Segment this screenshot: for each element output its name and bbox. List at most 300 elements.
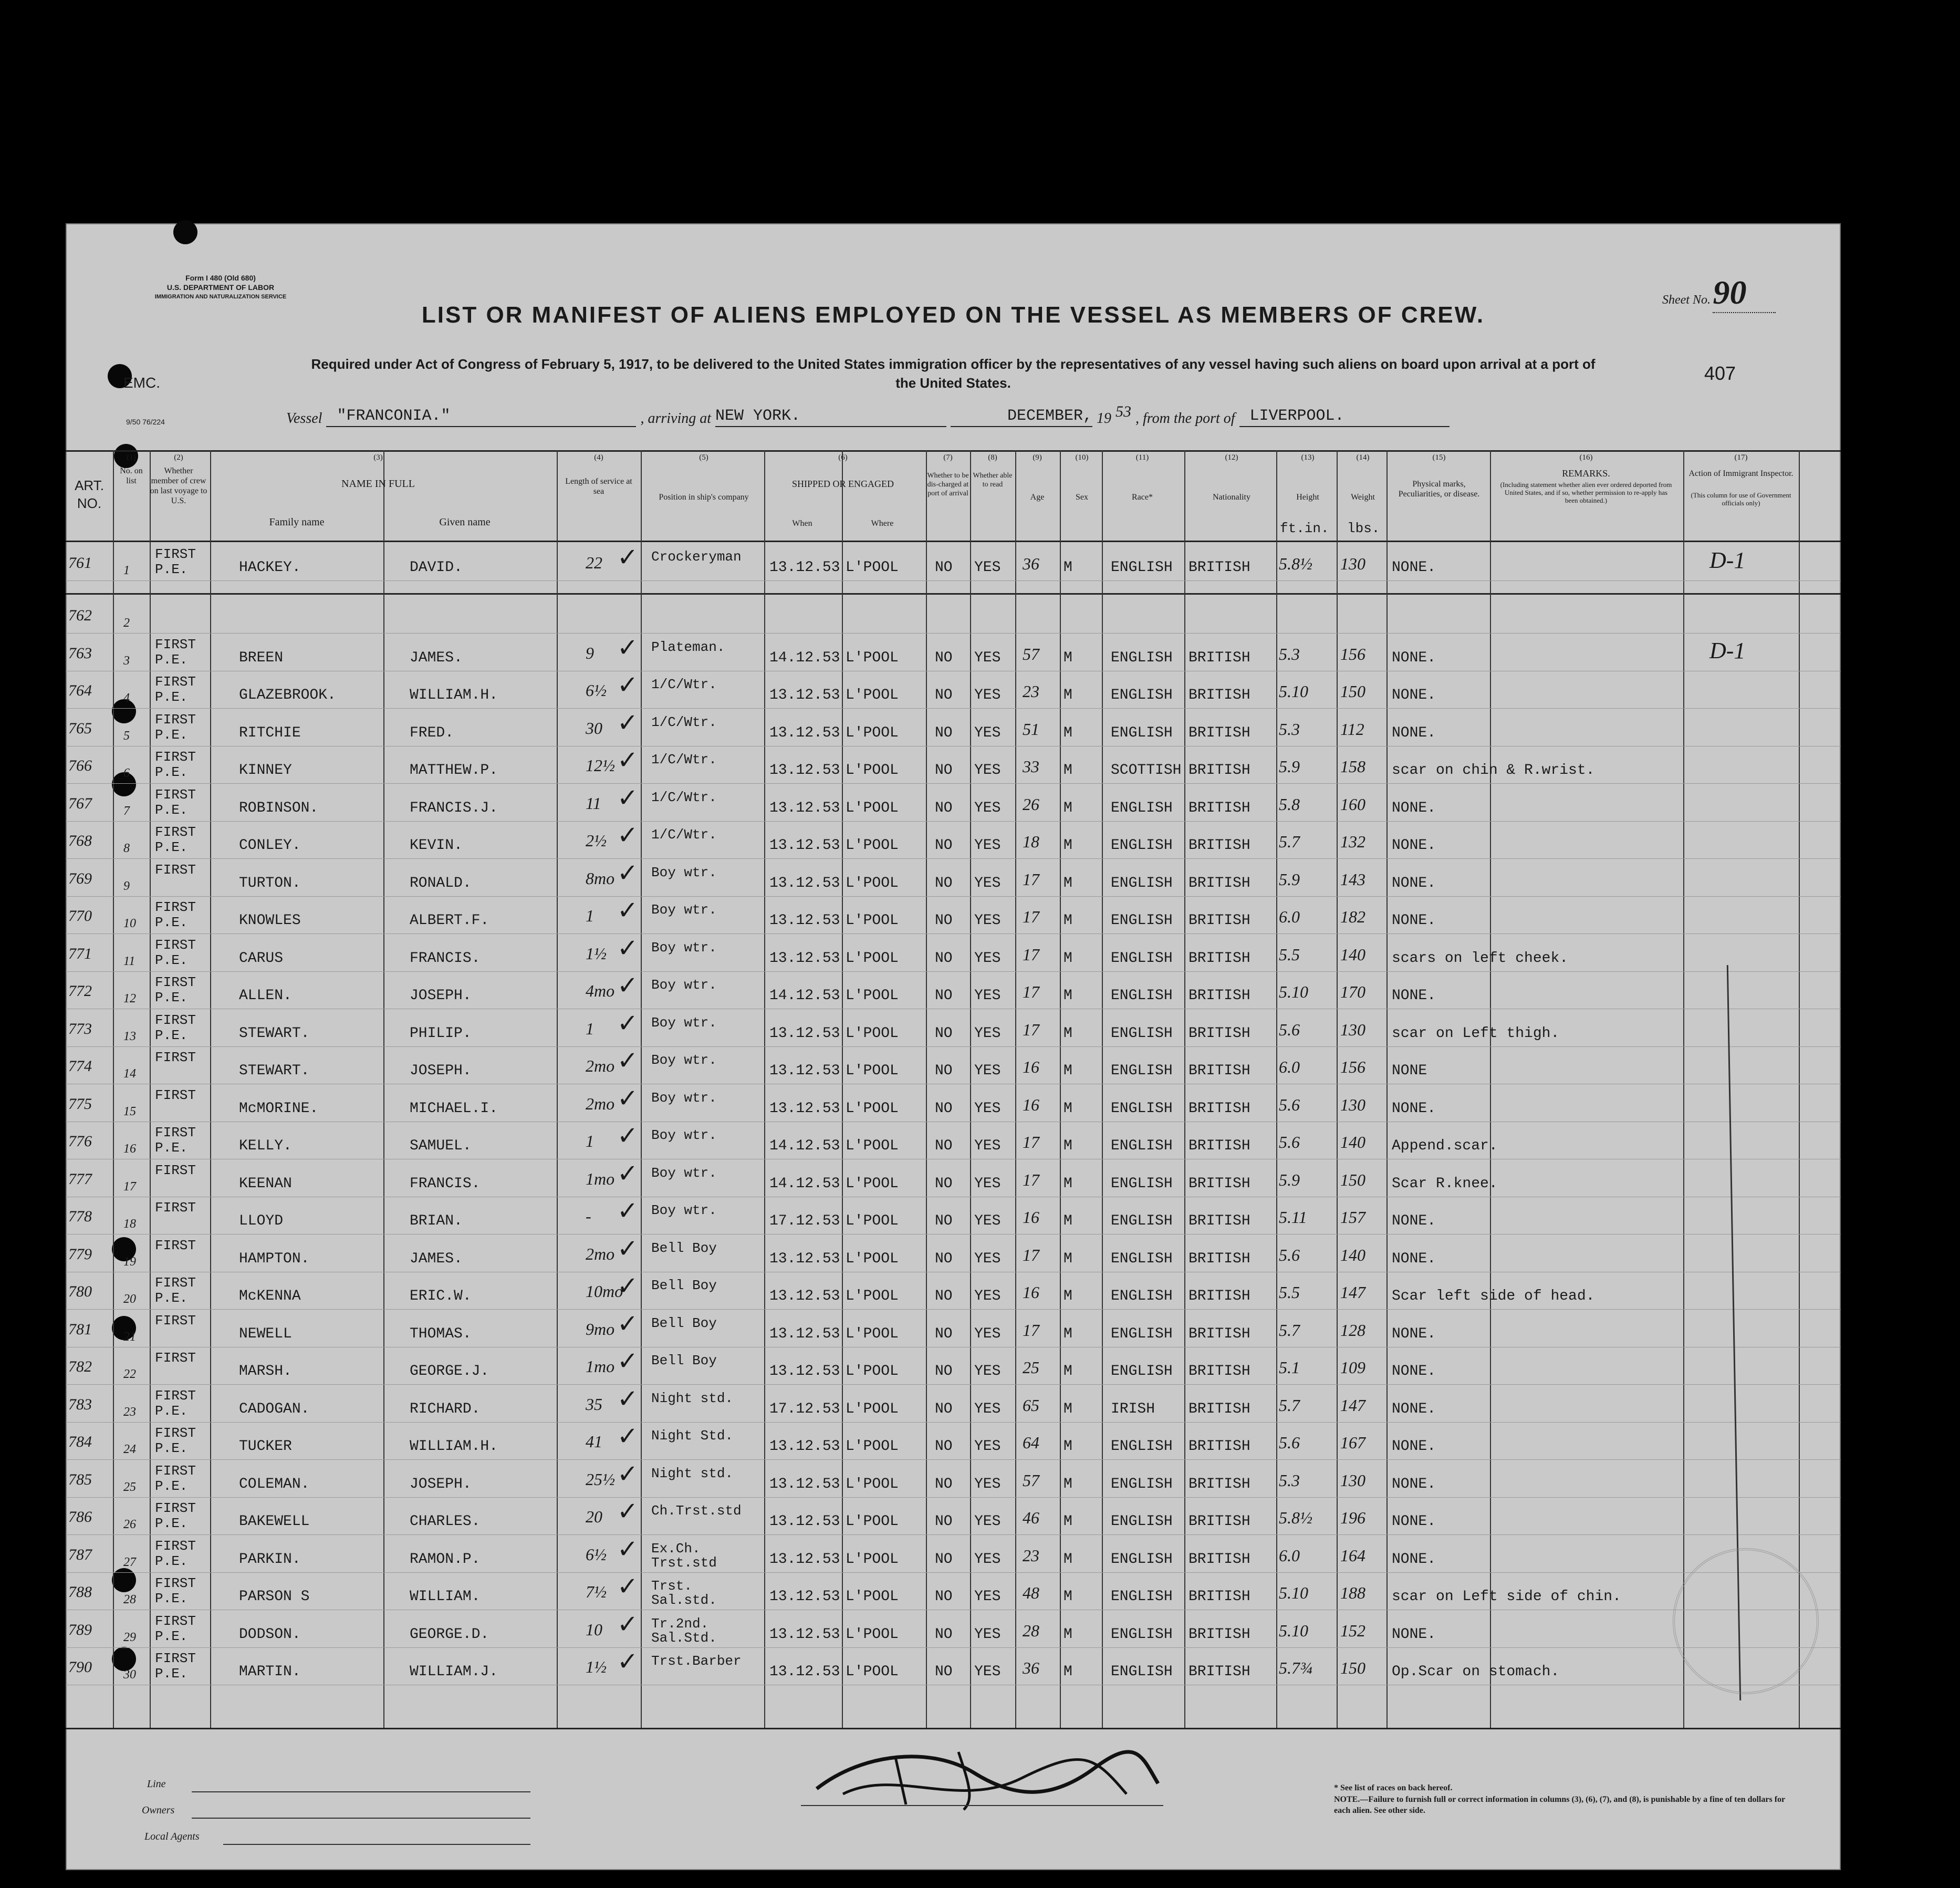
nationality: BRITISH — [1188, 1025, 1250, 1042]
footer-owners-rule — [192, 1818, 530, 1819]
list-no: 22 — [123, 1367, 136, 1381]
weight: 130 — [1340, 1470, 1365, 1490]
height: 5.5 — [1279, 945, 1300, 964]
able-to-read: YES — [974, 762, 1001, 779]
requirement-text: Required under Act of Congress of February 5, 1917, to be delivered to the United States immigration officer by the representatives of any vessel having such aliens on board upon arrival at a port of the United States. — [311, 356, 1596, 391]
member-status: FIRST — [155, 1162, 196, 1178]
family-name: KINNEY — [239, 762, 292, 779]
sex: M — [1064, 724, 1072, 741]
list-no: 12 — [123, 992, 136, 1005]
inspector-action: D-1 — [1709, 637, 1746, 663]
list-no: 5 — [123, 729, 130, 743]
age: 64 — [1023, 1433, 1039, 1452]
art-no: 761 — [68, 554, 92, 572]
art-no: 788 — [68, 1583, 92, 1601]
art-no: 768 — [68, 832, 92, 849]
race: ENGLISH — [1111, 1100, 1173, 1117]
race: SCOTTISH — [1111, 762, 1182, 779]
family-name: DODSON. — [239, 1626, 301, 1643]
nationality: BRITISH — [1188, 1664, 1250, 1680]
form-dept: U.S. DEPARTMENT OF LABOR — [166, 283, 275, 292]
height: 5.6 — [1279, 1020, 1300, 1039]
height: 5.11 — [1279, 1208, 1307, 1227]
discharged: NO — [935, 950, 953, 967]
able-to-read: YES — [974, 1513, 1001, 1530]
art-no: 776 — [68, 1133, 92, 1150]
position: 1/C/Wtr. — [651, 789, 717, 805]
able-to-read: YES — [974, 1438, 1001, 1455]
art-no: 789 — [68, 1621, 92, 1638]
physical-marks: scar on chin & R.wrist. — [1392, 762, 1595, 779]
header-given-name: Given name — [439, 516, 491, 528]
nationality: BRITISH — [1188, 1175, 1250, 1192]
physical-marks: NONE. — [1392, 1213, 1436, 1229]
age: 16 — [1023, 1283, 1039, 1302]
race: ENGLISH — [1111, 875, 1173, 891]
page-title: LIST OR MANIFEST OF ALIENS EMPLOYED ON THE VESSEL AS MEMBERS OF CREW. — [421, 302, 1485, 328]
position: Night std. — [651, 1390, 734, 1406]
given-name: RAMON.P. — [410, 1551, 481, 1568]
header-race: Race* — [1132, 493, 1153, 502]
list-no: 9 — [123, 879, 130, 893]
port-shipped: L'POOL — [846, 875, 899, 891]
discharged: NO — [935, 1288, 953, 1304]
header-no-on-list: No. on list — [120, 466, 143, 485]
given-name: BRIAN. — [410, 1213, 463, 1229]
art-no: 780 — [68, 1283, 92, 1300]
member-status: FIRST — [155, 1087, 196, 1103]
date-shipped: 13.12.53 — [769, 1288, 840, 1304]
weight: 140 — [1340, 945, 1365, 964]
art-no: 787 — [68, 1545, 92, 1563]
header-c3: (3) — [373, 453, 383, 462]
header-c11: (11) — [1135, 453, 1149, 462]
list-no: 13 — [123, 1029, 136, 1043]
age: 46 — [1023, 1508, 1039, 1527]
date-shipped: 13.12.53 — [769, 837, 840, 854]
check-mark-icon: ✓ — [617, 1384, 639, 1414]
check-mark-icon: ✓ — [617, 1609, 639, 1639]
member-status: FIRST — [155, 862, 196, 878]
table-row — [66, 1273, 1841, 1310]
art-no: 765 — [68, 719, 92, 737]
given-name: PHILIP. — [410, 1025, 472, 1042]
position: 1/C/Wtr. — [651, 827, 717, 843]
table-row — [66, 1534, 1841, 1573]
age: 48 — [1023, 1583, 1039, 1602]
discharged: NO — [935, 1100, 953, 1117]
length-of-service: 2mo — [586, 1094, 615, 1113]
check-mark-icon: ✓ — [617, 1046, 639, 1075]
footer-note-races: * See list of races on back hereof. — [1334, 1783, 1453, 1792]
family-name: ROBINSON. — [239, 800, 319, 816]
able-to-read: YES — [974, 1325, 1001, 1342]
race: ENGLISH — [1111, 1213, 1173, 1229]
check-mark-icon: ✓ — [617, 1121, 639, 1150]
list-no: 6 — [123, 766, 130, 780]
family-name: CARUS — [239, 950, 284, 967]
header-action-sub: (This column for use of Government officials only) — [1691, 491, 1791, 507]
header-family-name: Family name — [269, 516, 325, 528]
physical-marks: NONE. — [1392, 559, 1436, 576]
discharged: NO — [935, 559, 953, 576]
height: 5.6 — [1279, 1433, 1300, 1452]
race: ENGLISH — [1111, 1025, 1173, 1042]
sex: M — [1064, 1438, 1072, 1455]
family-name: GLAZEBROOK. — [239, 687, 336, 703]
vessel-label: Vessel — [286, 410, 322, 427]
art-no: 781 — [68, 1320, 92, 1338]
length-of-service: 1 — [586, 1132, 594, 1150]
position: Boy wtr. — [651, 1090, 717, 1106]
emc-mark: EMC. — [123, 375, 160, 391]
position: 1/C/Wtr. — [651, 752, 717, 767]
height: 5.6 — [1279, 1133, 1300, 1152]
nationality: BRITISH — [1188, 1363, 1250, 1379]
header-c16: (16) — [1579, 453, 1593, 462]
art-no: 790 — [68, 1658, 92, 1676]
table-row — [66, 1198, 1841, 1235]
nationality: BRITISH — [1188, 1589, 1250, 1605]
height: 5.10 — [1279, 982, 1308, 1001]
table-row — [66, 1609, 1841, 1648]
height: 5.1 — [1279, 1358, 1300, 1377]
height: 5.7¾ — [1279, 1658, 1312, 1677]
discharged: NO — [935, 1551, 953, 1568]
physical-marks: NONE. — [1392, 1250, 1436, 1267]
family-name: McKENNA — [239, 1288, 301, 1304]
sheet-label: Sheet No. — [1662, 293, 1711, 307]
sex: M — [1064, 1325, 1072, 1342]
sex: M — [1064, 1363, 1072, 1379]
sex: M — [1064, 762, 1072, 779]
art-no: 783 — [68, 1395, 92, 1413]
check-mark-icon: ✓ — [617, 1158, 639, 1188]
vessel-name: "FRANCONIA." — [326, 407, 636, 427]
race: IRISH — [1111, 1401, 1155, 1417]
port-shipped: L'POOL — [846, 687, 899, 703]
check-mark-icon: ✓ — [617, 1008, 639, 1038]
able-to-read: YES — [974, 649, 1001, 666]
header-c10: (10) — [1075, 453, 1089, 462]
art-no: 785 — [68, 1470, 92, 1488]
discharged: NO — [935, 912, 953, 929]
member-status: FIRST P.E. — [155, 674, 196, 705]
discharged: NO — [935, 1626, 953, 1643]
date-shipped: 13.12.53 — [769, 1513, 840, 1530]
table-row — [66, 1158, 1841, 1198]
header-length-service: Length of service at sea — [565, 477, 632, 496]
header-remarks-sub: (Including statement whether alien ever ordered deported from United States, and if so, whether permission to re-apply has been obtained.) — [1500, 481, 1672, 504]
sex: M — [1064, 1175, 1072, 1192]
position: Tr.2nd. Sal.Std. — [651, 1615, 717, 1646]
check-mark-icon: ✓ — [617, 708, 639, 738]
nationality: BRITISH — [1188, 1626, 1250, 1643]
date-shipped: 13.12.53 — [769, 912, 840, 929]
able-to-read: YES — [974, 1626, 1001, 1643]
able-to-read: YES — [974, 1476, 1001, 1492]
weight: 170 — [1340, 982, 1365, 1001]
physical-marks: NONE. — [1392, 1476, 1436, 1492]
sheet-number: 90 — [1713, 273, 1776, 313]
physical-marks: Append.scar. — [1392, 1138, 1498, 1154]
family-name: COLEMAN. — [239, 1476, 310, 1492]
check-mark-icon: ✓ — [617, 1309, 639, 1339]
list-no: 3 — [123, 653, 130, 668]
port-shipped: L'POOL — [846, 762, 899, 779]
weight: 167 — [1340, 1433, 1365, 1452]
port-shipped: L'POOL — [846, 1025, 899, 1042]
list-no: 26 — [123, 1518, 136, 1531]
header-c14: (14) — [1356, 453, 1370, 462]
given-name: WILLIAM.H. — [410, 687, 498, 703]
table-row — [66, 1233, 1841, 1273]
position: Boy wtr. — [651, 1127, 717, 1143]
member-status: FIRST P.E. — [155, 974, 196, 1005]
position: Crockeryman — [651, 549, 742, 565]
physical-marks: NONE. — [1392, 1551, 1436, 1568]
table-bottom-rule — [66, 1728, 1841, 1729]
age: 57 — [1023, 644, 1039, 663]
member-status: FIRST P.E. — [155, 786, 196, 818]
height: 5.8½ — [1279, 554, 1312, 573]
list-no: 28 — [123, 1593, 136, 1606]
age: 23 — [1023, 1545, 1039, 1565]
date-shipped: 13.12.53 — [769, 1363, 840, 1379]
nationality: BRITISH — [1188, 724, 1250, 741]
physical-marks: Op.Scar on stomach. — [1392, 1664, 1560, 1680]
header-when: When — [792, 519, 812, 528]
given-name: FRED. — [410, 724, 454, 741]
length-of-service: 30 — [586, 718, 602, 738]
height: 6.0 — [1279, 1545, 1300, 1565]
table-row — [66, 860, 1841, 897]
header-c12: (12) — [1225, 453, 1238, 462]
inspector-action: D-1 — [1709, 547, 1746, 573]
art-no: 764 — [68, 682, 92, 699]
check-mark-icon: ✓ — [617, 1196, 639, 1226]
member-status: FIRST — [155, 1312, 196, 1329]
age: 36 — [1023, 1658, 1039, 1677]
check-mark-icon: ✓ — [617, 896, 639, 925]
family-name: TUCKER — [239, 1438, 292, 1455]
date-shipped: 13.12.53 — [769, 1664, 840, 1680]
race: ENGLISH — [1111, 1325, 1173, 1342]
physical-marks: NONE. — [1392, 988, 1436, 1004]
length-of-service: 8mo — [586, 868, 615, 888]
physical-marks: NONE. — [1392, 800, 1436, 816]
age: 17 — [1023, 1020, 1039, 1039]
date-shipped: 13.12.53 — [769, 1100, 840, 1117]
sex: M — [1064, 1626, 1072, 1643]
position: Boy wtr. — [651, 1202, 717, 1218]
family-name: HACKEY. — [239, 559, 301, 576]
race: ENGLISH — [1111, 1363, 1173, 1379]
nationality: BRITISH — [1188, 762, 1250, 779]
nationality: BRITISH — [1188, 1401, 1250, 1417]
length-of-service: 1mo — [586, 1357, 615, 1376]
age: 17 — [1023, 1133, 1039, 1152]
height: 5.10 — [1279, 682, 1308, 701]
physical-marks: NONE. — [1392, 724, 1436, 741]
race: ENGLISH — [1111, 1664, 1173, 1680]
family-name: KNOWLES — [239, 912, 301, 929]
sex: M — [1064, 988, 1072, 1004]
table-row — [66, 597, 1841, 634]
given-name: CHARLES. — [410, 1513, 481, 1530]
family-name: RITCHIE — [239, 724, 301, 741]
list-no: 19 — [123, 1254, 136, 1269]
weight: 130 — [1340, 1020, 1365, 1039]
sex: M — [1064, 950, 1072, 967]
sex: M — [1064, 1288, 1072, 1304]
nationality: BRITISH — [1188, 1213, 1250, 1229]
able-to-read: YES — [974, 1401, 1001, 1417]
date-shipped: 14.12.53 — [769, 649, 840, 666]
sex: M — [1064, 559, 1072, 576]
nationality: BRITISH — [1188, 1325, 1250, 1342]
able-to-read: YES — [974, 1025, 1001, 1042]
family-name: McMORINE. — [239, 1100, 319, 1117]
check-mark-icon: ✓ — [617, 543, 639, 572]
header-discharged: Whether to be dis-charged at port of arrival — [927, 472, 969, 497]
table-row — [66, 1311, 1841, 1348]
physical-marks: NONE. — [1392, 1363, 1436, 1379]
race: ENGLISH — [1111, 1288, 1173, 1304]
footer-owners-label: Owners — [142, 1804, 175, 1816]
race: ENGLISH — [1111, 649, 1173, 666]
height: 6.0 — [1279, 1057, 1300, 1076]
able-to-read: YES — [974, 1664, 1001, 1680]
list-no: 16 — [123, 1142, 136, 1156]
header-c9: (9) — [1033, 453, 1042, 462]
table-row — [66, 1649, 1841, 1686]
able-to-read: YES — [974, 1288, 1001, 1304]
port-shipped: L'POOL — [846, 1288, 899, 1304]
sex: M — [1064, 1476, 1072, 1492]
physical-marks: scar on Left thigh. — [1392, 1025, 1560, 1042]
weight: 147 — [1340, 1283, 1365, 1302]
race: ENGLISH — [1111, 1438, 1173, 1455]
nationality: BRITISH — [1188, 649, 1250, 666]
sex: M — [1064, 1664, 1072, 1680]
age: 28 — [1023, 1621, 1039, 1640]
list-no: 29 — [123, 1630, 136, 1644]
position: 1/C/Wtr. — [651, 677, 717, 692]
length-of-service: 1 — [586, 906, 594, 925]
table-row — [66, 1008, 1841, 1047]
header-c17: (17) — [1734, 453, 1748, 462]
given-name: FRANCIS.J. — [410, 800, 498, 816]
family-name: LLOYD — [239, 1213, 284, 1229]
age: 65 — [1023, 1395, 1039, 1415]
physical-marks: scars on left cheek. — [1392, 950, 1569, 967]
position: Bell Boy — [651, 1315, 717, 1331]
port-shipped: L'POOL — [846, 912, 899, 929]
art-no: 763 — [68, 644, 92, 662]
member-status: FIRST P.E. — [155, 711, 196, 743]
sex: M — [1064, 687, 1072, 703]
able-to-read: YES — [974, 800, 1001, 816]
weight: 156 — [1340, 1057, 1365, 1076]
weight: 150 — [1340, 1658, 1365, 1677]
year-prefix: 19 — [1097, 410, 1111, 427]
position: Boy wtr. — [651, 1052, 717, 1068]
given-name: KEVIN. — [410, 837, 463, 854]
family-name: MARTIN. — [239, 1664, 301, 1680]
weight: 164 — [1340, 1545, 1365, 1565]
family-name: KEENAN — [239, 1175, 292, 1192]
discharged: NO — [935, 800, 953, 816]
discharged: NO — [935, 1363, 953, 1379]
official-seal — [1673, 1548, 1819, 1694]
able-to-read: YES — [974, 837, 1001, 854]
nationality: BRITISH — [1188, 1250, 1250, 1267]
weight: 156 — [1340, 644, 1365, 663]
art-no: 769 — [68, 869, 92, 887]
header-name-in-full: NAME IN FULL — [341, 478, 415, 490]
header-c13: (13) — [1301, 453, 1315, 462]
nationality: BRITISH — [1188, 912, 1250, 929]
age: 16 — [1023, 1095, 1039, 1114]
table-row — [66, 1424, 1841, 1460]
physical-marks: NONE. — [1392, 1513, 1436, 1530]
header-top-rule — [66, 450, 1841, 452]
nationality: BRITISH — [1188, 800, 1250, 816]
date-shipped: 13.12.53 — [769, 800, 840, 816]
physical-marks: Scar left side of head. — [1392, 1288, 1595, 1304]
given-name: JAMES. — [410, 1250, 463, 1267]
age: 36 — [1023, 554, 1039, 573]
weight: 130 — [1340, 554, 1365, 573]
weight: 196 — [1340, 1508, 1365, 1527]
length-of-service: 9mo — [586, 1319, 615, 1339]
race: ENGLISH — [1111, 837, 1173, 854]
check-mark-icon: ✓ — [617, 971, 639, 1000]
check-mark-icon: ✓ — [617, 1233, 639, 1263]
list-no: 30 — [123, 1668, 136, 1682]
race: ENGLISH — [1111, 724, 1173, 741]
height: 5.7 — [1279, 832, 1300, 851]
header-art-no: ART. NO. — [75, 478, 104, 511]
family-name: NEWELL — [239, 1325, 292, 1342]
member-status: FIRST P.E. — [155, 899, 196, 930]
member-status: FIRST — [155, 1050, 196, 1065]
master-signature — [801, 1736, 1169, 1815]
check-mark-icon: ✓ — [617, 933, 639, 963]
port-shipped: L'POOL — [846, 1626, 899, 1643]
able-to-read: YES — [974, 1063, 1001, 1079]
discharged: NO — [935, 1664, 953, 1680]
position: Boy wtr. — [651, 977, 717, 993]
port-shipped: L'POOL — [846, 1438, 899, 1455]
weight: 109 — [1340, 1358, 1365, 1377]
date-shipped: 13.12.53 — [769, 1250, 840, 1267]
family-name: BREEN — [239, 649, 284, 666]
member-status: FIRST P.E. — [155, 1613, 196, 1644]
check-mark-icon: ✓ — [617, 670, 639, 700]
member-status: FIRST P.E. — [155, 1538, 196, 1569]
sex: M — [1064, 912, 1072, 929]
race: ENGLISH — [1111, 988, 1173, 1004]
age: 17 — [1023, 869, 1039, 889]
weight: 140 — [1340, 1245, 1365, 1264]
weight: 160 — [1340, 794, 1365, 814]
family-name: CADOGAN. — [239, 1401, 310, 1417]
sex: M — [1064, 1513, 1072, 1530]
header-weight: Weight — [1351, 493, 1375, 502]
date-shipped: 13.12.53 — [769, 687, 840, 703]
